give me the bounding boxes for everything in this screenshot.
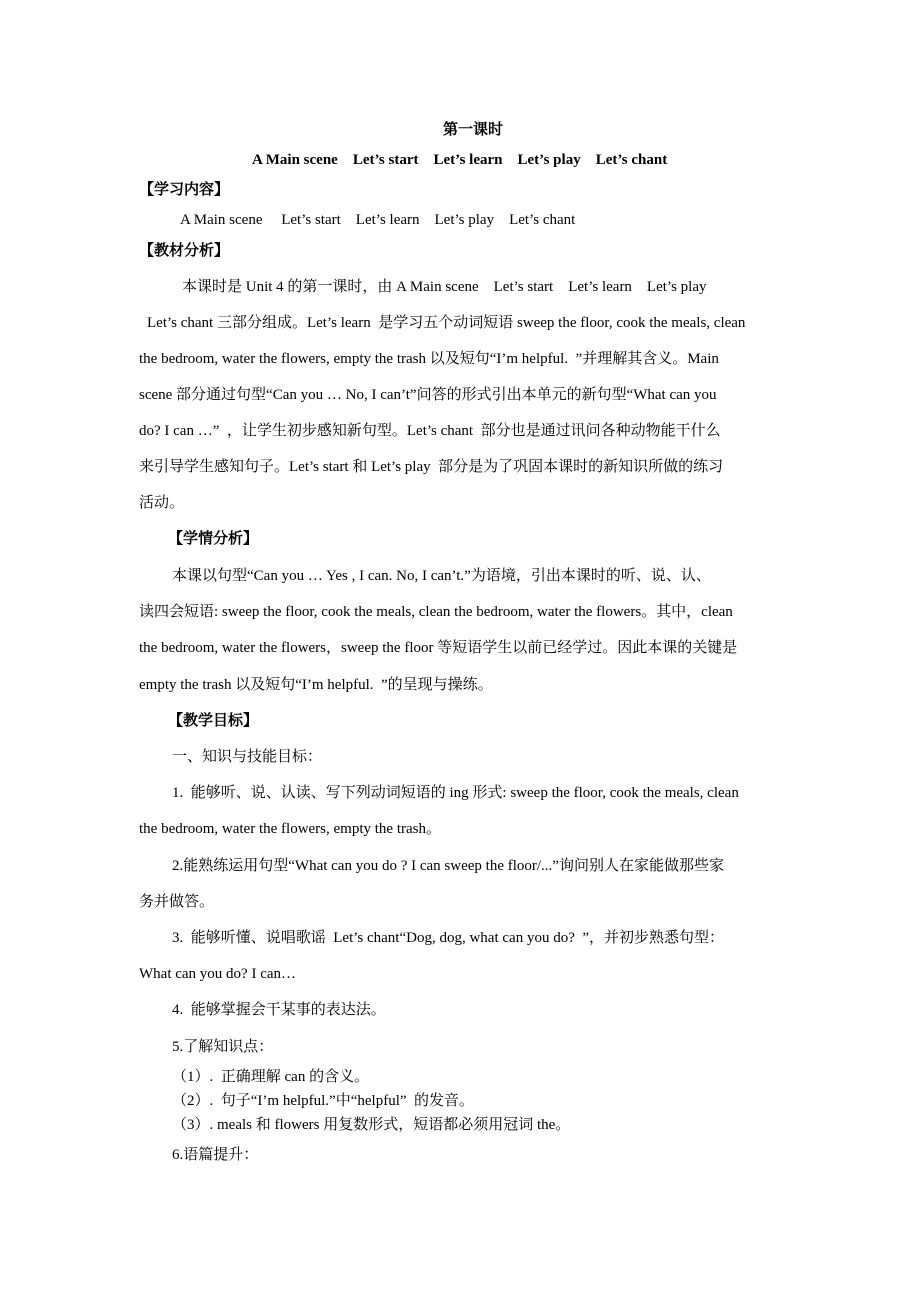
student-analysis-line: the bedroom, water the flowers，sweep the floor 等短语学生以前已经学过。因此本课的关键是 [139,640,738,656]
objectives-heading: 【教学目标】 [168,713,259,729]
objective-item: 1. 能够听、说、认读、写下列动词短语的 ing 形式: sweep the floor, cook the meals, clean [172,785,739,801]
lesson-subtitle: A Main scene Let’s start Let’s learn Let’s play Let’s chant [252,152,668,168]
learning-content-heading: 【学习内容】 [139,182,230,198]
objective-item: 4. 能够掌握会干某事的表达法。 [172,1002,386,1018]
objective-subitem: （2）. 句子“I’m helpful.”中“helpful” 的发音。 [172,1093,475,1109]
material-analysis-line: 本课时是 Unit 4 的第一课时，由 A Main scene Let’s start Let’s learn Let’s play [182,279,707,295]
student-analysis-heading: 【学情分析】 [168,531,259,547]
objective-subitem: （3）. meals 和 flowers 用复数形式，短语都必须用冠词 the。 [172,1117,571,1133]
material-analysis-line: do? I can …” ，让学生初步感知新句型。Let’s chant 部分也是通过讯问各种动物能干什么 [139,423,721,439]
material-analysis-line: Let’s chant 三部分组成。Let’s learn 是学习五个动词短语 sweep the floor, cook the meals, clean [147,315,746,331]
material-analysis-line: scene 部分通过句型“Can you … No, I can’t”问答的形式引出本单元的新句型“What can you [139,387,717,403]
student-analysis-line: 读四会短语: sweep the floor, cook the meals, clean the bedroom, water the flowers。其中，clean [139,604,733,620]
learning-content-text: A Main scene Let’s start Let’s learn Let’s play Let’s chant [180,212,576,228]
objective-item: 5.了解知识点： [172,1039,274,1055]
objective-item: the bedroom, water the flowers, empty the trash。 [139,821,441,837]
student-analysis-line: 本课以句型“Can you … Yes , I can. No, I can’t.”为语境，引出本课时的听、说、认、 [172,568,711,584]
objectives-section-title: 一、知识与技能目标： [172,749,323,765]
student-analysis-line: empty the trash 以及短句“I’m helpful. ”的呈现与操练。 [139,677,493,693]
material-analysis-line: 来引导学生感知句子。Let’s start 和 Let’s play 部分是为了巩固本课时的新知识所做的练习 [139,459,724,475]
objective-item: 6.语篇提升： [172,1147,259,1163]
material-analysis-heading: 【教材分析】 [139,243,230,259]
objective-item: 2.能熟练运用句型“What can you do ? I can sweep the floor/...”询问别人在家能做那些家 [172,858,724,874]
material-analysis-line: 活动。 [139,495,185,511]
objective-subitem: （1）. 正确理解 can 的含义。 [172,1069,370,1085]
objective-item: 3. 能够听懂、说唱歌谣 Let’s chant“Dog, dog, what can you do? ”，并初步熟悉句型： [172,930,725,946]
objective-item: What can you do? I can… [139,966,297,982]
lesson-title: 第一课时 [443,122,504,138]
objective-item: 务并做答。 [139,894,215,910]
material-analysis-line: the bedroom, water the flowers, empty the trash 以及短句“I’m helpful. ”并理解其含义。Main [139,351,719,367]
